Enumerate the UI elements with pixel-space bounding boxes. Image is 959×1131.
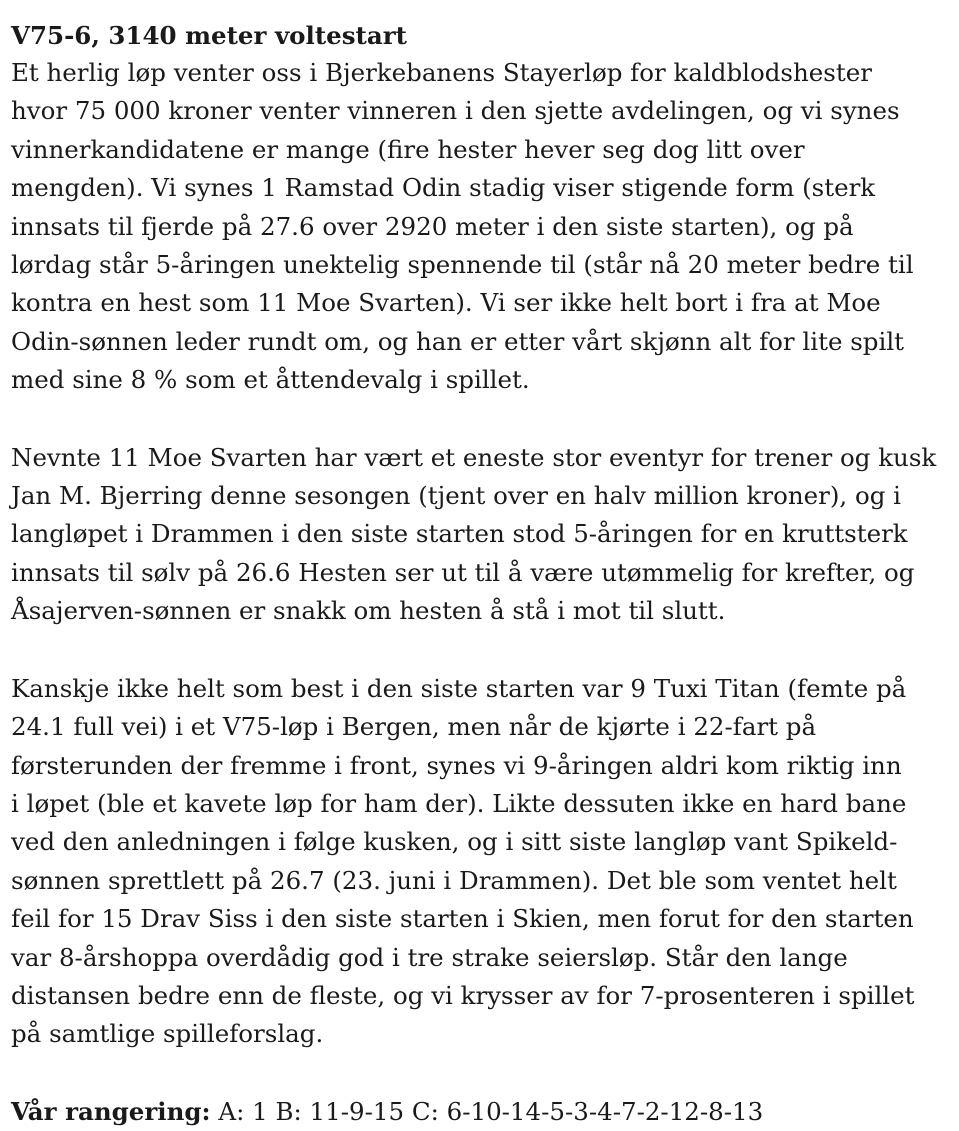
ranking-value: A: 1 B: 11-9-15 C: 6-10-14-5-3-4-7-2-12-8-13 — [210, 1096, 764, 1126]
text-line: mengden). Vi synes 1 Ramstad Odin stadig viser stigende form (sterk — [11, 173, 876, 203]
text-line: førsterunden der fremme i front, synes vi 9-åringen aldri kom riktig inn — [11, 750, 902, 780]
text-line: Åsajerven-sønnen er snakk om hesten å stå i mot til slutt. — [11, 596, 726, 626]
article-title: V75-6, 3140 meter voltestart — [11, 21, 407, 50]
paragraph-2 — [11, 439, 951, 631]
text-line: feil for 15 Drav Siss i den siste starten i Skien, men forut for den starten — [11, 904, 914, 934]
text-line: lørdag står 5-åringen unektelig spennende til (står nå 20 meter bedre til — [11, 250, 914, 280]
text-line: var 8-årshoppa overdådig god i tre strake seiersløp. Står den lange — [11, 942, 848, 972]
article — [11, 18, 951, 1131]
text-line: Odin-sønnen leder rundt om, og han er etter vårt skjønn alt for lite spilt — [11, 326, 905, 356]
paragraph-spacer — [11, 1054, 951, 1093]
text-line: langløpet i Drammen i den siste starten stod 5-åringen for en kruttsterk — [11, 519, 908, 549]
paragraph-1 — [11, 54, 951, 400]
text-line: hvor 75 000 kroner venter vinneren i den sjette avdelingen, og vi synes — [11, 96, 900, 126]
ranking-line — [11, 1093, 951, 1131]
text-line: Kanskje ikke helt som best i den siste starten var 9 Tuxi Titan (femte på — [11, 673, 907, 703]
text-line: Et herlig løp venter oss i Bjerkebanens Stayerløp for kaldblodshester — [11, 58, 872, 87]
text-line: Nevnte 11 Moe Svarten har vært et eneste stor eventyr for trener og kusk — [11, 442, 937, 472]
text-line: i løpet (ble et kavete løp for ham der). Likte dessuten ikke en hard bane — [11, 788, 907, 818]
paragraph-spacer — [11, 400, 951, 439]
text-line: innsats til sølv på 26.6 Hesten ser ut til å være utømmelig for krefter, og — [11, 557, 915, 587]
text-line: kontra en hest som 11 Moe Svarten). Vi ser ikke helt bort i fra at Moe — [11, 288, 881, 318]
ranking-label: Vår rangering: — [11, 1096, 211, 1126]
paragraph-3 — [11, 670, 951, 1054]
text-line: med sine 8 % som et åttendevalg i spillet. — [11, 365, 530, 395]
paragraph-spacer — [11, 631, 951, 670]
text-line: Jan M. Bjerring denne sesongen (tjent over en halv million kroner), og i — [11, 481, 902, 511]
text-line: sønnen sprettlett på 26.7 (23. juni i Drammen). Det ble som ventet helt — [11, 865, 897, 895]
text-line: på samtlige spilleforslag. — [11, 1019, 324, 1049]
text-line: 24.1 full vei) i et V75-løp i Bergen, men når de kjørte i 22-fart på — [11, 712, 817, 742]
text-line: distansen bedre enn de fleste, og vi krysser av for 7-prosenteren i spillet — [11, 980, 915, 1010]
text-line: vinnerkandidatene er mange (fire hester hever seg dog litt over — [11, 134, 805, 164]
text-line: ved den anledningen i følge kusken, og i sitt siste langløp vant Spikeld- — [11, 827, 898, 857]
text-line: innsats til fjerde på 27.6 over 2920 meter i den siste starten), og på — [11, 211, 854, 241]
